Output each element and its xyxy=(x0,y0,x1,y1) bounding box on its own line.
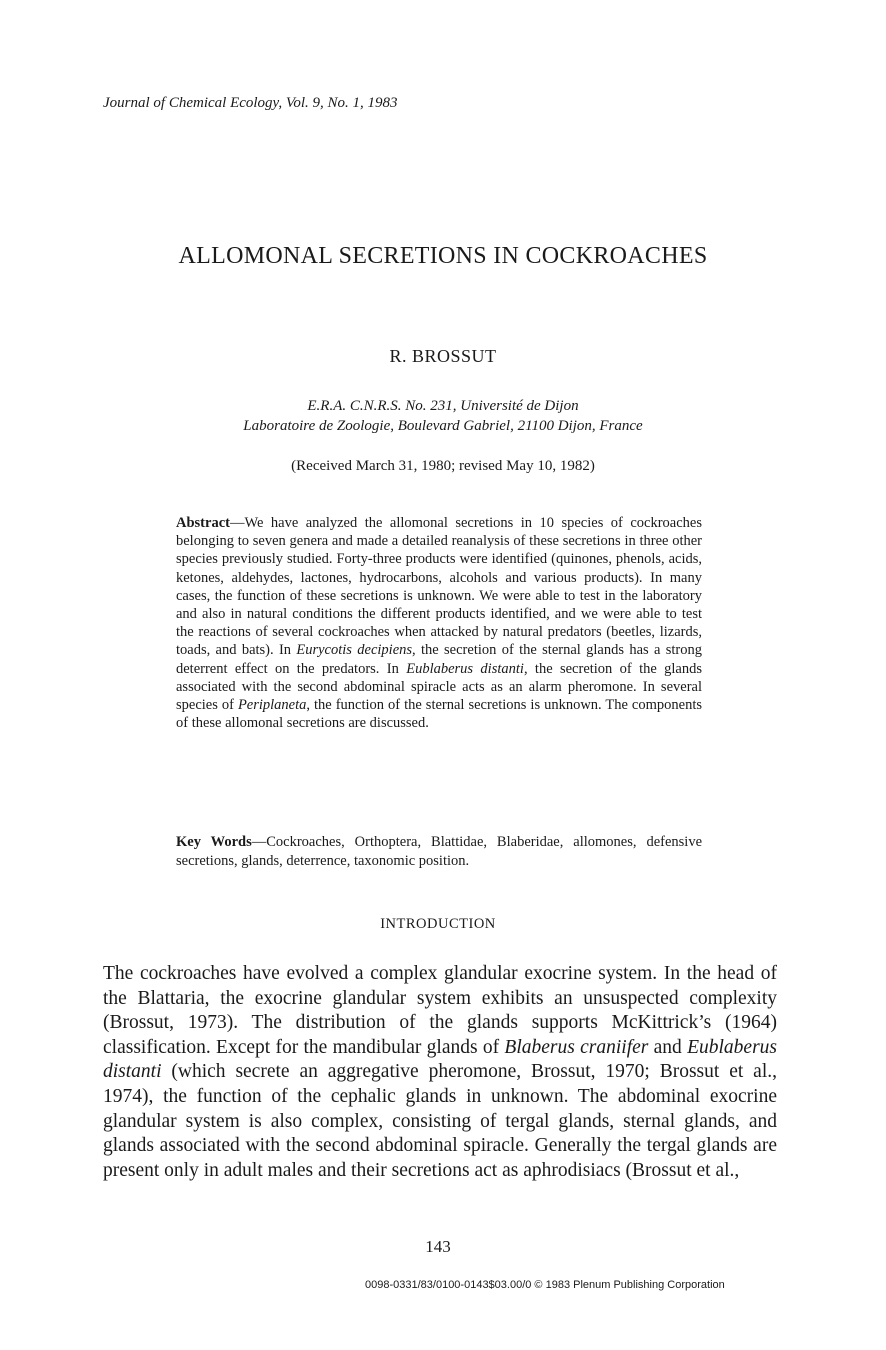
journal-citation: Journal of Chemical Ecology, Vol. 9, No. 1, 1983 xyxy=(103,95,398,111)
introduction-paragraph xyxy=(103,962,777,1183)
abstract-text-4: , the function of the sternal secretions is unknown. The components of these allomonal secretions are discussed. xyxy=(176,697,703,732)
affiliation-line-1: E.R.A. C.N.R.S. No. 231, Université de Dijon xyxy=(307,398,579,414)
abstract-text-2: , the secretion of the sternal glands has a strong deterrent effect on the predators. In xyxy=(176,642,702,677)
affiliation-line-2: Laboratoire de Zoologie, Boulevard Gabriel, 21100 Dijon, France xyxy=(243,418,643,434)
keywords-label: Key Words xyxy=(176,834,252,850)
intro-text-2: and xyxy=(648,1036,688,1058)
page-number: 143 xyxy=(425,1237,451,1256)
abstract-species-2: Eublaberus distanti xyxy=(406,660,524,677)
abstract-text-3: , the secretion of the glands associated with the second abdominal spiracle acts as an alarm pheromone. In several species of xyxy=(176,660,703,714)
abstract-label: Abstract xyxy=(176,515,230,531)
abstract xyxy=(176,514,702,732)
copyright-line: 0098-0331/83/0100-0143$03.00/0 © 1983 Plenum Publishing Corporation xyxy=(365,1279,725,1291)
abstract-species-3: Periplaneta xyxy=(237,697,307,714)
abstract-dash: — xyxy=(229,515,245,531)
author-name: R. BROSSUT xyxy=(389,346,497,366)
intro-text-1: The cockroaches have evolved a complex glandular exocrine system. In the head of the Blattaria, the exocrine glandular system exhibits an unsuspected complexity (Brossut, 1973). The distribution of the glands supports McKittrick’s (1964) classification. Except for the mandibular glands of xyxy=(103,963,777,1058)
keywords-dash: — xyxy=(251,834,267,850)
abstract-species-1: Eurycotis decipiens xyxy=(296,642,413,659)
intro-species-1: Blaberus craniifer xyxy=(504,1036,649,1058)
received-dates: (Received March 31, 1980; revised May 10, 1982) xyxy=(291,458,595,474)
section-heading-introduction: INTRODUCTION xyxy=(380,916,496,932)
abstract-text-1: We have analyzed the allomonal secretions in 10 species of cockroaches belonging to seven genera and made a detailed reanalysis of these secretions in three other species previously studied. Forty-three products were identified (quinones, phenols, acids, ketones, aldehydes, lactones, hydrocarbons, alcohols and various products). In many cases, the function of these secretions is unknown. We were able to test in the laboratory and also in natural conditions the different products identified, and we were able to test the reactions of several cockroaches when attacked by natural predators (beetles, lizards, toads, and bats). In xyxy=(176,515,702,659)
intro-species-2: Eublaberus distanti xyxy=(103,1036,778,1083)
article-title: ALLOMONAL SECRETIONS IN COCKROACHES xyxy=(178,243,708,269)
keywords-text: Cockroaches, Orthoptera, Blattidae, Blaberidae, allomones, defensive secretions, glands, deterrence, taxonomic position. xyxy=(176,834,703,869)
intro-text-3: (which secrete an aggregative pheromone, Brossut, 1970; Brossut et al., 1974), the function of the cephalic glands in unknown. The abdominal exocrine glandular system is also complex, consisting of tergal glands, sternal glands, and glands associated with the second abdominal spiracle. Generally the tergal glands are present only in adult males and their secretions act as aphrodisiacs (Brossut et al., xyxy=(103,1061,777,1181)
author-affiliation xyxy=(0,396,886,436)
key-words xyxy=(176,833,702,871)
